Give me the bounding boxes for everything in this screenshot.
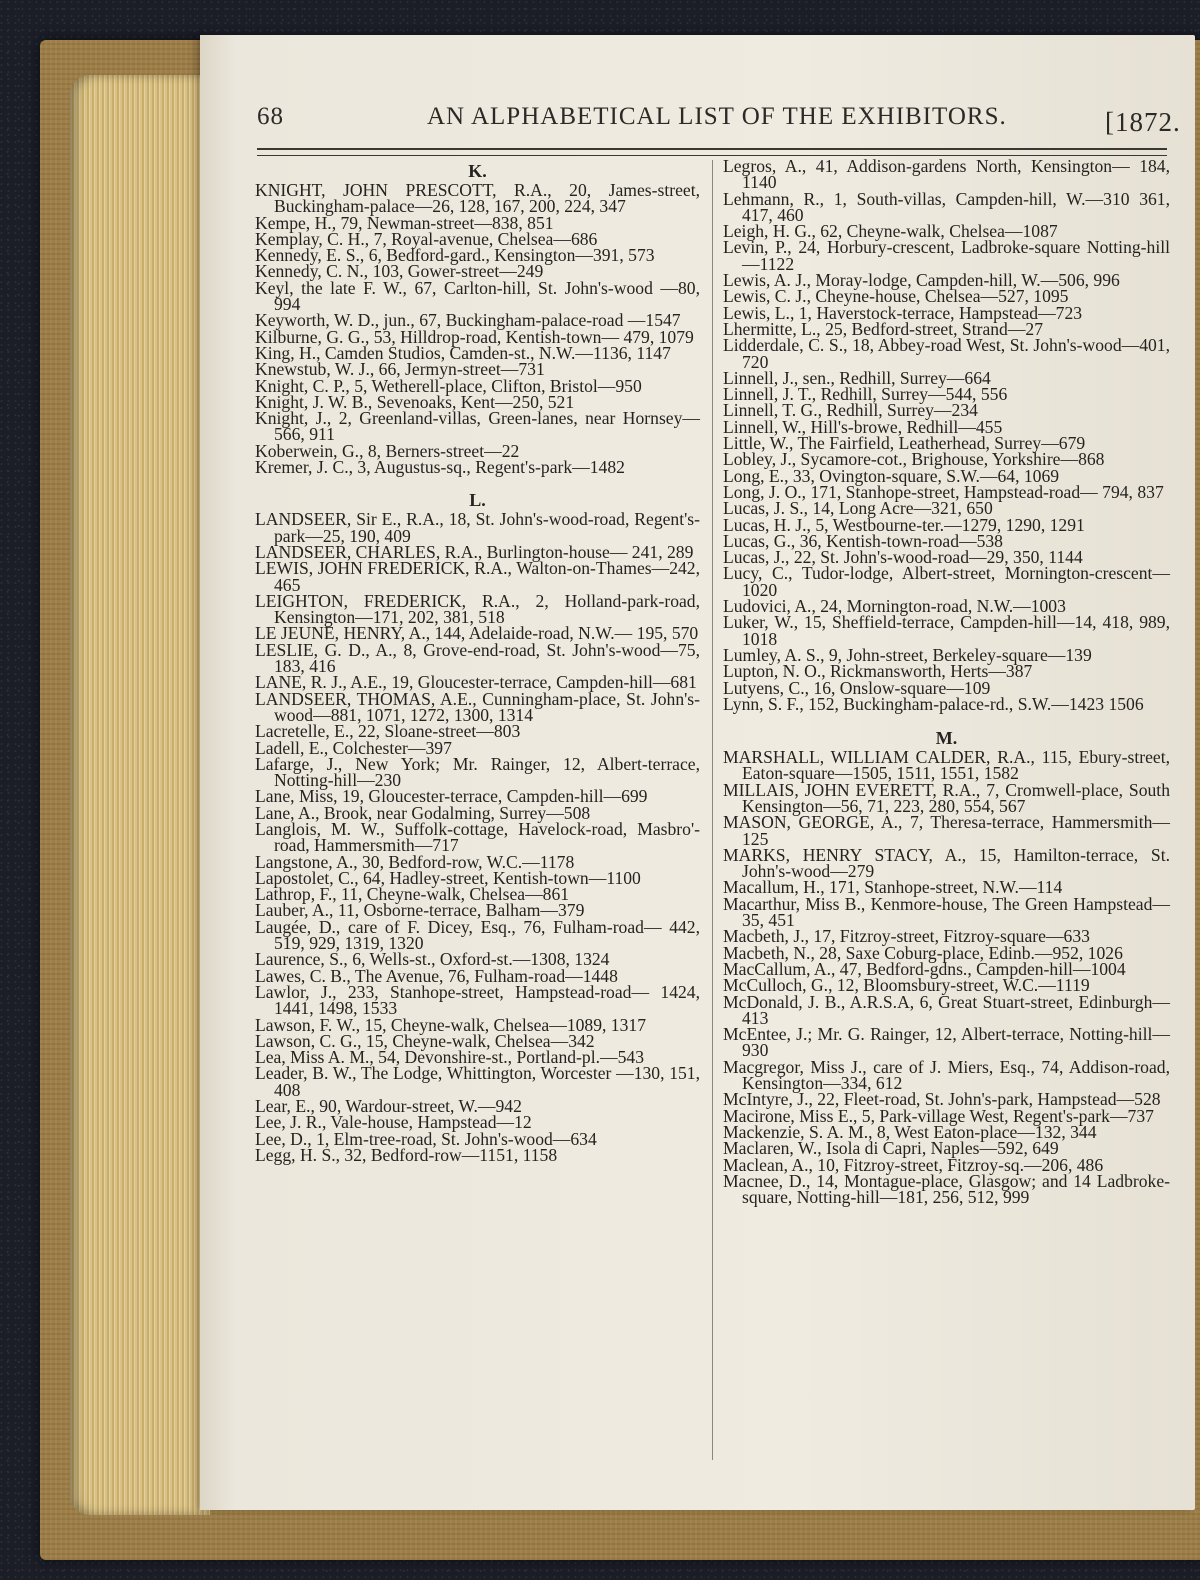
exhibitor-entry: Leigh, H. G., 62, Cheyne-walk, Chelsea—1087 <box>723 221 1058 242</box>
exhibitor-entry: Lawson, F. W., 15, Cheyne-walk, Chelsea—1089, 1317 <box>255 1014 646 1035</box>
exhibitor-entry: Lewis, L., 1, Haverstock-terrace, Hampstead—723 <box>723 302 1083 323</box>
page-header <box>257 103 1187 139</box>
exhibitor-entry: Ladell, E., Colchester—397 <box>255 737 452 758</box>
l-entry-list <box>255 511 700 1163</box>
exhibitor-entry: Kilburne, G. G., 53, Hilldrop-road, Kentish-town— 479, 1079 <box>255 326 694 347</box>
section-letter-l: L. <box>469 490 486 511</box>
exhibitor-entry: Lehmann, R., 1, South-villas, Campden-hill, W.—310 361, 417, 460 <box>723 188 1170 225</box>
exhibitor-entry: LEWIS, JOHN FREDERICK, R.A., Walton-on-Thames—242, 465 <box>255 558 700 595</box>
exhibitor-entry: Linnell, J., sen., Redhill, Surrey—664 <box>723 367 991 388</box>
exhibitor-entry: Knight, J. W. B., Sevenoaks, Kent—250, 521 <box>255 391 575 412</box>
exhibitor-entry: MacCallum, A., 47, Bedford-gdns., Campden-hill—1004 <box>723 958 1126 979</box>
exhibitor-entry: Lane, Miss, 19, Gloucester-terrace, Campden-hill—699 <box>255 786 648 807</box>
exhibitor-entry: King, H., Camden Studios, Camden-st., N.W.—1136, 1147 <box>255 342 671 363</box>
exhibitor-entry: Knight, J., 2, Greenland-villas, Green-lanes, near Hornsey—566, 911 <box>255 408 700 445</box>
exhibitor-entry: Lauber, A., 11, Osborne-terrace, Balham—379 <box>255 900 585 921</box>
exhibitor-entry: McIntyre, J., 22, Fleet-road, St. John's-park, Hampstead—528 <box>723 1089 1161 1110</box>
exhibitor-entry: Lynn, S. F., 152, Buckingham-palace-rd., S.W.—1423 1506 <box>723 693 1144 714</box>
exhibitor-entry: Lacretelle, E., 22, Sloane-street—803 <box>255 721 521 742</box>
m-entry-list <box>723 747 1170 1208</box>
exhibitor-entry: LANDSEER, CHARLES, R.A., Burlington-house— 241, 289 <box>255 541 694 562</box>
exhibitor-entry: LANE, R. J., A.E., 19, Gloucester-terrace, Campden-hill—681 <box>255 672 697 693</box>
exhibitor-entry: McCulloch, G., 12, Bloomsbury-street, W.C.—1119 <box>723 975 1090 996</box>
exhibitor-entry: Lafarge, J., New York; Mr. Rainger, 12, Albert-terrace, Notting-hill—230 <box>255 753 700 791</box>
column-divider <box>712 160 713 1460</box>
running-title: AN ALPHABETICAL LIST OF THE EXHIBITORS. <box>427 103 1007 130</box>
exhibitor-entry: Lawson, C. G., 15, Cheyne-walk, Chelsea—342 <box>255 1030 595 1051</box>
exhibitor-entry: Lucy, C., Tudor-lodge, Albert-street, Mornington-crescent—1020 <box>723 563 1170 600</box>
exhibitor-entry: Legg, H. S., 32, Bedford-row—1151, 1158 <box>255 1144 558 1165</box>
page-number: 68 <box>257 103 284 130</box>
exhibitor-entry: Legros, A., 41, Addison-gardens North, Kensington— 184, 1140 <box>723 156 1170 193</box>
exhibitor-entry: Lewis, C. J., Cheyne-house, Chelsea—527, 1095 <box>723 286 1069 307</box>
section-letter-m: M. <box>935 728 958 749</box>
exhibitor-entry: Lidderdale, C. S., 18, Abbey-road West, St. John's-wood—401, 720 <box>723 335 1170 372</box>
exhibitor-entry: Lucas, H. J., 5, Westbourne-ter.—1279, 1290, 1291 <box>723 514 1085 535</box>
exhibitor-entry: Lawes, C. B., The Avenue, 76, Fulham-road—1448 <box>255 965 618 986</box>
exhibitor-entry: Lupton, N. O., Rickmansworth, Herts—387 <box>723 661 1033 682</box>
exhibitor-entry: Lhermitte, L., 25, Bedford-street, Strand—27 <box>723 318 1044 339</box>
page-year: [1872. <box>1105 107 1181 137</box>
exhibitor-entry: MILLAIS, JOHN EVERETT, R.A., 7, Cromwell-place, South Kensington—56, 71, 223, 280, 554, 567 <box>723 779 1170 816</box>
l-entry-list-continued <box>723 158 1170 712</box>
exhibitor-entry: Macnee, D., 14, Montague-place, Glasgow; and 14 Ladbroke-square, Notting-hill—181, 256, 512, 999 <box>723 1170 1170 1208</box>
left-column <box>255 158 700 1163</box>
exhibitor-entry: Leader, B. W., The Lodge, Whittington, Worcester —130, 151, 408 <box>255 1063 700 1100</box>
exhibitor-entry: Lear, E., 90, Wardour-street, W.—942 <box>255 1096 522 1117</box>
exhibitor-entry: Linnell, J. T., Redhill, Surrey—544, 556 <box>723 384 1008 405</box>
exhibitor-entry: Kempe, H., 79, Newman-street—838, 851 <box>255 212 554 233</box>
exhibitor-entry: Maclean, A., 10, Fitzroy-street, Fitzroy-sq.—206, 486 <box>723 1154 1104 1175</box>
exhibitor-entry: Lapostolet, C., 64, Hadley-street, Kentish-town—1100 <box>255 867 641 888</box>
exhibitor-entry: Long, J. O., 171, Stanhope-street, Hampstead-road— 794, 837 <box>723 481 1164 502</box>
exhibitor-entry: Keyworth, W. D., jun., 67, Buckingham-palace-road —1547 <box>255 310 681 331</box>
exhibitor-entry: MARSHALL, WILLIAM CALDER, R.A., 115, Ebury-street, Eaton-square—1505, 1511, 1551, 1582 <box>723 747 1170 784</box>
exhibitor-entry: Kremer, J. C., 3, Augustus-sq., Regent's-park—1482 <box>255 457 625 478</box>
exhibitor-entry: Keyl, the late F. W., 67, Carlton-hill, St. John's-wood —80, 994 <box>255 277 700 315</box>
exhibitor-entry: Lewis, A. J., Moray-lodge, Campden-hill, W.—506, 996 <box>723 270 1120 291</box>
exhibitor-entry: MASON, GEORGE, A., 7, Theresa-terrace, Hammersmith—125 <box>723 812 1170 849</box>
section-letter-k: K. <box>468 161 487 181</box>
exhibitor-entry: Lucas, J. S., 14, Long Acre—321, 650 <box>723 498 993 519</box>
exhibitor-entry: Macbeth, J., 17, Fitzroy-street, Fitzroy-square—633 <box>723 926 1090 947</box>
k-entry-list <box>255 180 700 478</box>
exhibitor-entry: Langlois, M. W., Suffolk-cottage, Havelock-road, Masbro'-road, Hammersmith—717 <box>255 818 700 856</box>
exhibitor-entry: Lutyens, C., 16, Onslow-square—109 <box>723 677 991 698</box>
exhibitor-entry: Macirone, Miss E., 5, Park-village West, Regent's-park—737 <box>723 1105 1154 1126</box>
exhibitor-entry: Kennedy, C. N., 103, Gower-street—249 <box>255 261 544 282</box>
exhibitor-entry: Macbeth, N., 28, Saxe Coburg-place, Edinb.—952, 1026 <box>723 942 1123 963</box>
exhibitor-entry: Lee, J. R., Vale-house, Hampstead—12 <box>255 1112 532 1133</box>
exhibitor-entry: Langstone, A., 30, Bedford-row, W.C.—1178 <box>255 851 575 872</box>
exhibitor-entry: LEIGHTON, FREDERICK, R.A., 2, Holland-park-road, Kensington—171, 202, 381, 518 <box>255 590 700 628</box>
exhibitor-entry: Knewstub, W. J., 66, Jermyn-street—731 <box>255 359 545 380</box>
exhibitor-entry: LANDSEER, Sir E., R.A., 18, St. John's-wood-road, Regent's-park—25, 190, 409 <box>255 509 700 546</box>
exhibitor-entry: KNIGHT, JOHN PRESCOTT, R.A., 20, James-street, Buckingham-palace—26, 128, 167, 200, 224, 347 <box>255 180 700 217</box>
exhibitor-entry: Lee, D., 1, Elm-tree-road, St. John's-wood—634 <box>255 1128 597 1149</box>
exhibitor-entry: Macarthur, Miss B., Kenmore-house, The Green Hampstead—35, 451 <box>723 893 1170 931</box>
book-page <box>200 35 1195 1510</box>
exhibitor-entry: Koberwein, G., 8, Berners-street—22 <box>255 440 520 461</box>
exhibitor-entry: Lobley, J., Sycamore-cot., Brighouse, Yorkshire—868 <box>723 449 1105 470</box>
exhibitor-entry: Lucas, G., 36, Kentish-town-road—538 <box>723 530 1003 551</box>
exhibitor-entry: McEntee, J.; Mr. G. Rainger, 12, Albert-terrace, Notting-hill—930 <box>723 1024 1170 1061</box>
exhibitor-entry: LESLIE, G. D., A., 8, Grove-end-road, St. John's-wood—75, 183, 416 <box>255 639 700 677</box>
exhibitor-entry: Luker, W., 15, Sheffield-terrace, Campden-hill—14, 418, 989, 1018 <box>723 612 1170 649</box>
exhibitor-entry: Maclaren, W., Isola di Capri, Naples—592, 649 <box>723 1138 1059 1159</box>
exhibitor-entry: Lane, A., Brook, near Godalming, Surrey—508 <box>255 802 591 823</box>
exhibitor-entry: Lea, Miss A. M., 54, Devonshire-st., Portland-pl.—543 <box>255 1047 644 1068</box>
exhibitor-entry: Ludovici, A., 24, Mornington-road, N.W.—1003 <box>723 596 1066 617</box>
exhibitor-entry: MARKS, HENRY STACY, A., 15, Hamilton-terrace, St. John's-wood—279 <box>723 844 1170 882</box>
exhibitor-entry: Mackenzie, S. A. M., 8, West Eaton-place—132, 344 <box>723 1121 1097 1142</box>
header-rule <box>257 148 1167 156</box>
exhibitor-entry: LANDSEER, THOMAS, A.E., Cunningham-place, St. John's-wood—881, 1071, 1272, 1300, 1314 <box>255 688 700 725</box>
exhibitor-entry: Linnell, T. G., Redhill, Surrey—234 <box>723 400 978 421</box>
exhibitor-entry: Kemplay, C. H., 7, Royal-avenue, Chelsea—686 <box>255 228 598 249</box>
page-edges <box>70 75 210 1515</box>
exhibitor-entry: Levin, P., 24, Horbury-crescent, Ladbroke-square Notting-hill—1122 <box>723 237 1170 274</box>
exhibitor-entry: Macgregor, Miss J., care of J. Miers, Esq., 74, Addison-road, Kensington—334, 612 <box>723 1056 1170 1094</box>
exhibitor-entry: Long, E., 33, Ovington-square, S.W.—64, 1069 <box>723 465 1060 486</box>
exhibitor-entry: Kennedy, E. S., 6, Bedford-gard., Kensington—391, 573 <box>255 245 655 266</box>
exhibitor-entry: Laurence, S., 6, Wells-st., Oxford-st.—1308, 1324 <box>255 949 610 970</box>
right-column <box>723 156 1170 1208</box>
exhibitor-entry: McDonald, J. B., A.R.S.A, 6, Great Stuart-street, Edinburgh—413 <box>723 991 1170 1028</box>
exhibitor-entry: Lawlor, J., 233, Stanhope-street, Hampstead-road— 1424, 1441, 1498, 1533 <box>255 981 700 1019</box>
exhibitor-entry: Lumley, A. S., 9, John-street, Berkeley-square—139 <box>723 644 1092 665</box>
exhibitor-entry: Macallum, H., 171, Stanhope-street, N.W.—114 <box>723 877 1063 898</box>
exhibitor-entry: Linnell, W., Hill's-browe, Redhill—455 <box>723 416 1003 437</box>
exhibitor-entry: LE JEUNE, HENRY, A., 144, Adelaide-road, N.W.— 195, 570 <box>255 623 699 644</box>
exhibitor-entry: Knight, C. P., 5, Wetherell-place, Clifton, Bristol—950 <box>255 375 642 396</box>
exhibitor-entry: Lathrop, F., 11, Cheyne-walk, Chelsea—861 <box>255 884 570 905</box>
exhibitor-entry: Little, W., The Fairfield, Leatherhead, Surrey—679 <box>723 433 1086 454</box>
exhibitor-entry: Lucas, J., 22, St. John's-wood-road—29, 350, 1144 <box>723 547 1083 568</box>
exhibitor-entry: Laugée, D., care of F. Dicey, Esq., 76, Fulham-road— 442, 519, 929, 1319, 1320 <box>255 916 700 954</box>
